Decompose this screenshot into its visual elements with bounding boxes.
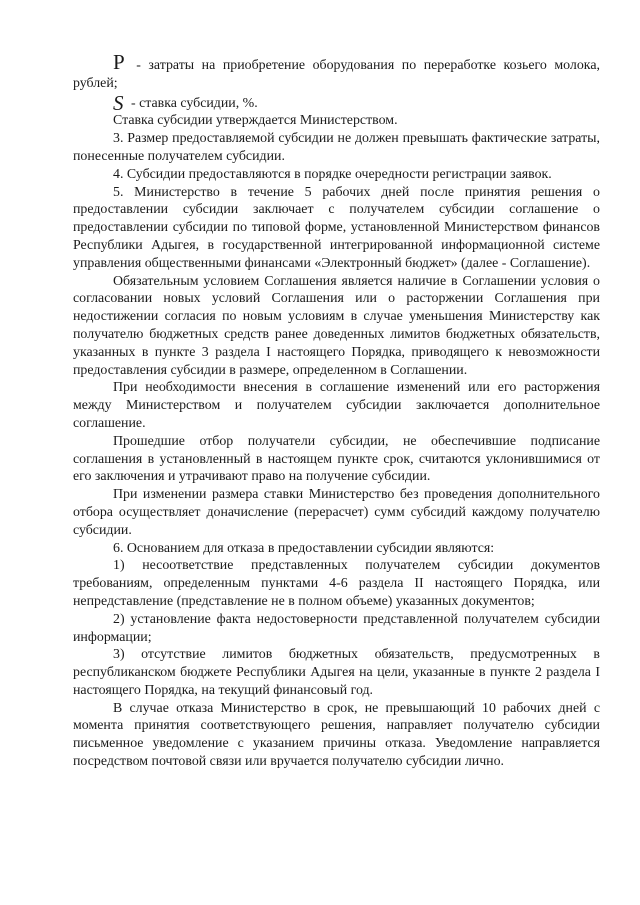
variable-description: - ставка субсидии, %. <box>130 95 258 111</box>
paragraph-refusal-reason-3: 3) отсутствие лимитов бюджетных обязательств, предусмотренных в республиканском бюджете Республики Адыгея на цели, указанные в пункте 2 раздела I настоящего Порядка, на текущий финансовый год. <box>73 647 600 698</box>
paragraph-evasion: Прошедшие отбор получатели субсидии, не обеспечившие подписание соглашения в установленный в настоящем пункте срок, считаются уклонившимися от его заключения и утрачивают право на получение субсидии. <box>73 433 600 485</box>
paragraph-rate-change: При изменении размера ставки Министерство без проведения дополнительного отбора осуществляет доначисление (перерасчет) сумм субсидий каждому получателю субсидии. <box>73 487 600 538</box>
paragraph-rate-approval: Ставка субсидии утверждается Министерством. <box>113 113 398 129</box>
paragraph-item-6-heading: 6. Основанием для отказа в предоставлении субсидии являются: <box>113 540 495 556</box>
variable-symbol: P <box>113 50 125 74</box>
variable-definition-s <box>73 90 600 115</box>
paragraph-refusal-notice: В случае отказа Министерство в срок, не превышающий 10 рабочих дней с момента принятия соответствующего решения, направляет получателю субсидии письменное уведомление с указанием причины отказа. Уведомление направляется посредством почтовой связи или вручается получателю субсидии лично. <box>73 700 600 770</box>
paragraph-amendment: При необходимости внесения в соглашение изменений или его расторжения между Министерством и получателем субсидии заключается дополнительное соглашение. <box>73 380 600 431</box>
paragraph-refusal-reason-2: 2) установление факта недостоверности представленной получателем субсидии информации; <box>73 611 600 645</box>
paragraph-refusal-reason-1: 1) несоответствие представленных получателем субсидии документов требованиям, определенным пунктами 4-6 раздела II настоящего Порядка, или непредставление (представление не в полном объеме) указанных документов; <box>73 558 600 609</box>
paragraph-item-4: 4. Субсидии предоставляются в порядке очередности регистрации заявок. <box>113 166 552 182</box>
paragraph-mandatory-condition: Обязательным условием Соглашения является наличие в Соглашении условия о согласовании новых условий Соглашения или о расторжении Соглашения при недостижении согласия по новым условиям в случае уменьшения Министерству как получателю бюджетных средств ранее доведенных лимитов бюджетных обязательств, указанных в пункте 3 раздела I настоящего Порядка, приводящего к невозможности предоставления субсидии в размере, определенном в Соглашении. <box>73 273 600 378</box>
variable-description: - затраты на приобретение оборудования по переработке козьего молока, рублей; <box>73 58 600 91</box>
paragraph-item-3: 3. Размер предоставляемой субсидии не должен превышать фактические затраты, понесенные получателем субсидии. <box>73 131 600 164</box>
variable-definition-p <box>73 50 600 93</box>
paragraph-item-5: 5. Министерство в течение 5 рабочих дней после принятия решения о предоставлении субсидии заключает с получателем субсидии соглашение о предоставлении субсидии по типовой форме, установленной Министерством финансов Республики Адыгея, в государственной интегрированной информационной системе управления общественными финансами «Электронный бюджет» (далее - Соглашение). <box>73 184 600 271</box>
variable-symbol: S <box>113 90 124 115</box>
